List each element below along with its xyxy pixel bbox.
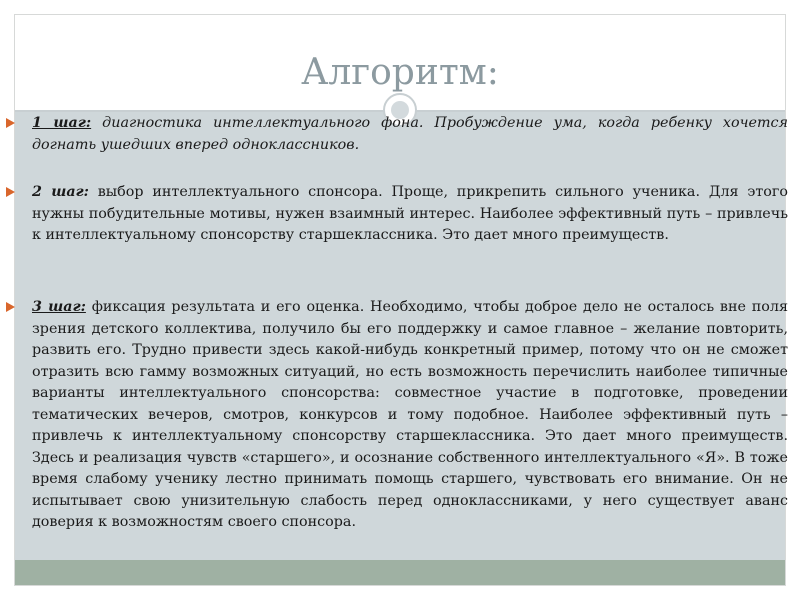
slide-title: Алгоритм: <box>301 52 499 93</box>
step-1-paragraph <box>32 113 788 156</box>
step-2-text: выбор интеллектуального спонсора. Проще, прикрепить сильного ученика. Для этого нужны побудительные мотивы, нужен взаимный интерес. Наиболее эффективный путь – привлечь к интеллектуальному спонсорству старшеклассника. Это дает много преимуществ. <box>32 184 788 243</box>
step-3-paragraph <box>32 297 788 534</box>
step-2-label: 2 шаг: <box>32 184 89 200</box>
step-3-text: фиксация результата и его оценка. Необходимо, чтобы доброе дело не осталось вне поля зрения детского коллектива, получило бы его поддержку и самое главное – желание повторить, развить его. Трудно привести здесь какой-нибудь конкретный пример, потому что он не сможет отразить всю гамму возможных ситуаций, но есть возможность перечислить наиболее типичные варианты интеллектуального спонсорства: совместное участие в подготовке, проведении тематических вечеров, смотров, конкурсов и тому подобное. Наиболее эффективный путь – привлечь к интеллектуальному спонсорству старшеклассника. Это дает много преимуществ. Здесь и реализация чувств «старшего», и осознание собственного интеллектуального «Я». В тоже время слабому ученику лестно принимать помощь старшего, чувствовать его внимание. Он не испытывает свою унизительную слабость перед одноклассниками, у него существует аванс доверия к возможностям своего спонсора. <box>32 299 788 530</box>
bullet-arrow-icon <box>6 187 15 197</box>
bullet-arrow-icon <box>6 302 15 312</box>
step-2-paragraph <box>32 182 788 247</box>
footer-bar <box>15 560 785 585</box>
step-1-label: 1 шаг: <box>32 115 92 131</box>
step-3-label: 3 шаг: <box>32 299 86 315</box>
step-1-text: диагностика интеллектуального фона. Пробуждение ума, когда ребенку хочется догнать ушедших вперед одноклассников. <box>32 115 788 153</box>
bullet-arrow-icon <box>6 118 15 128</box>
